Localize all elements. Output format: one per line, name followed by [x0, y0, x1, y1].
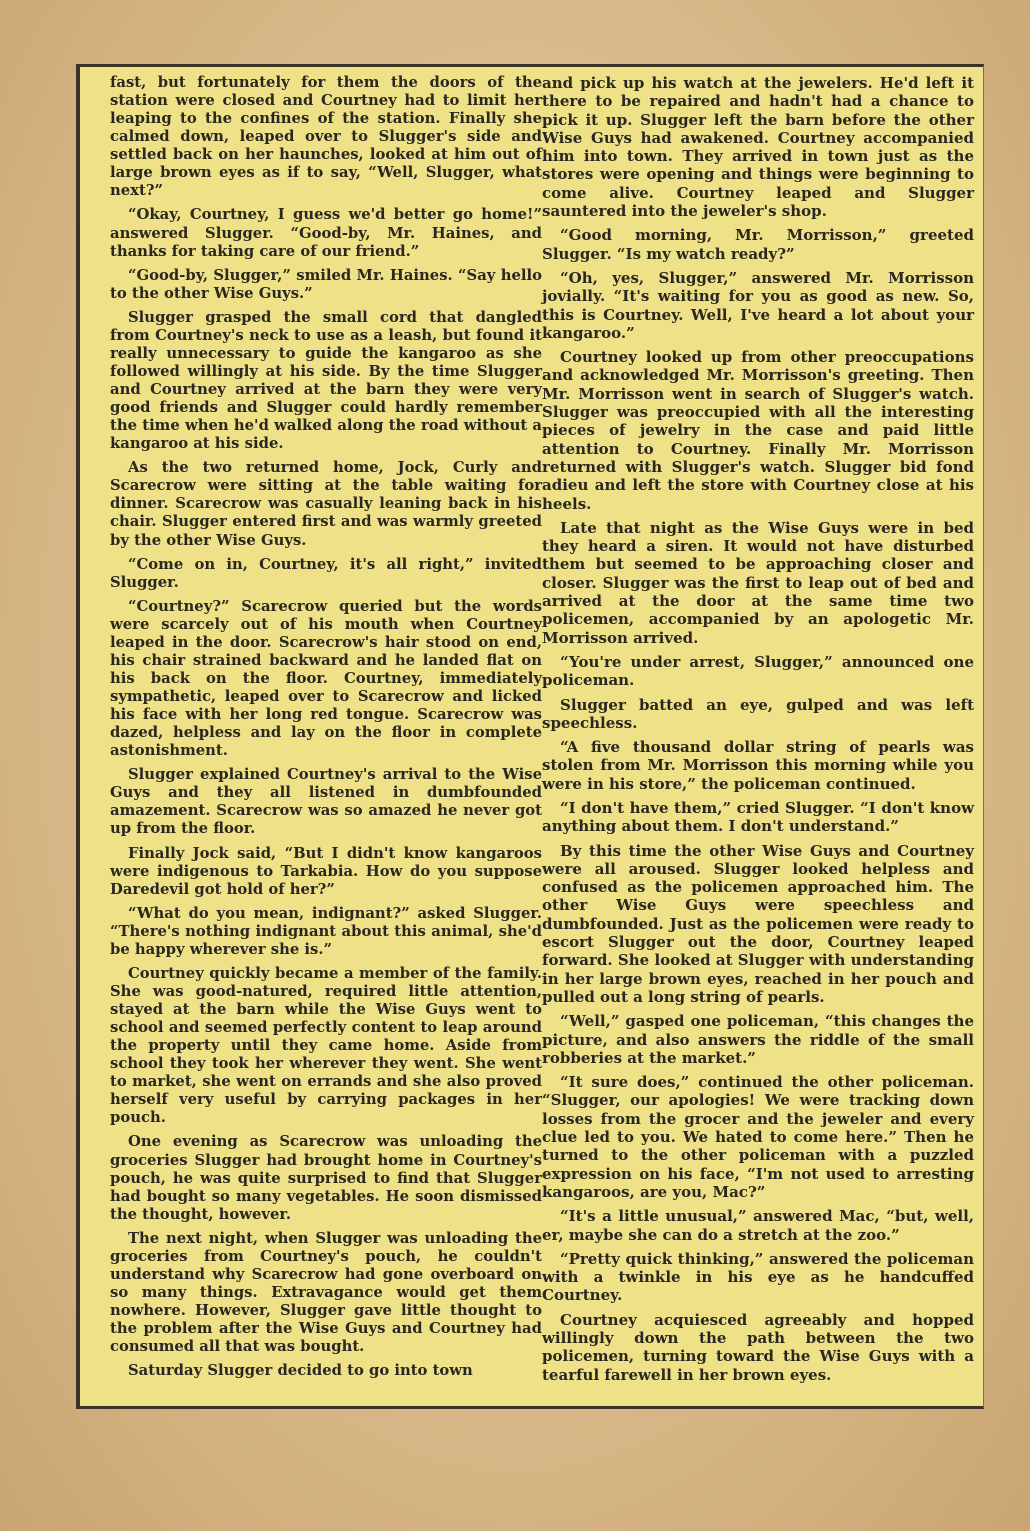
story-text-panel: [76, 64, 984, 1409]
paragraph: Saturday Slugger decided to go into town: [128, 1362, 473, 1380]
paragraph: fast, but fortunately for them the doors of the station were closed and Courtney had to limit her leaping to the confines of the station. Finally she calmed down, leaped over to Slugger's side and settled back on her haunches, looked at him out of large brown eyes as if to say, “Well, Slugger, what next?”: [110, 74, 542, 200]
paragraph: “Oh, yes, Slugger,” answered Mr. Morrisson jovially. “It's waiting for you as good as new. So, this is Courtney. Well, I've heard a lot about your kangaroo.”: [542, 268, 974, 342]
paragraph: “Good-by, Slugger,” smiled Mr. Haines. “Say hello to the other Wise Guys.”: [110, 266, 542, 302]
paragraph: and pick up his watch at the jewelers. He'd left it there to be repaired and hadn't had a chance to pick it up. Slugger left the barn before the other Wise Guys had awakened. Courtney accompanied him into town. They arrived in town just as the stores were opening and things were beginning to come alive. Courtney leaped and Slugger sauntered into the jeweler's shop.: [542, 74, 974, 221]
paragraph: Courtney acquiesced agreeably and hopped willingly down the path between the two policemen, turning toward the Wise Guys with a tearful farewell in her brown eyes.: [542, 1310, 974, 1384]
paragraph: As the two returned home, Jock, Curly and Scarecrow were sitting at the table waiting for dinner. Scarecrow was casually leaning back in his chair. Slugger entered first and was warmly greeted by the other Wise Guys.: [110, 459, 542, 549]
paragraph: “Courtney?” Scarecrow queried but the words were scarcely out of his mouth when Courtney leaped in the door. Scarecrow's hair stood on end, his chair strained backward and he landed flat on his back on the floor. Courtney, immediately sympathetic, leaped over to Scarecrow and licked his face with her long red tongue. Scarecrow was dazed, helpless and lay on the floor in complete astonishment.: [110, 597, 542, 760]
paragraph: “What do you mean, indignant?” asked Slugger. “There's nothing indignant about this animal, she'd be happy wherever she is.”: [110, 904, 542, 958]
paragraph: One evening as Scarecrow was unloading the groceries Slugger had brought home in Courtney's pouch, he was quite surprised to find that Slugger had bought so many vegetables. He soon dismissed the thought, however.: [110, 1133, 542, 1223]
right-text-column: [542, 74, 974, 1390]
paragraph: By this time the other Wise Guys and Courtney were all aroused. Slugger looked helpless and confused as the policemen approached him. The other Wise Guys were speechless and dumbfounded. Just as the policemen were ready to escort Slugger out the door, Courtney leaped forward. She looked at Slugger with understanding in her large brown eyes, reached in her pouch and pulled out a long string of pearls.: [542, 841, 974, 1006]
paragraph: “Well,” gasped one policeman, “this changes the picture, and also answers the riddle of the small robberies at the market.”: [542, 1012, 974, 1067]
paragraph: “Good morning, Mr. Morrisson,” greeted Slugger. “Is my watch ready?”: [542, 226, 974, 263]
paragraph: “Come on in, Courtney, it's all right,” invited Slugger.: [110, 555, 542, 591]
paragraph: Finally Jock said, “But I didn't know kangaroos were indigenous to Tarkabia. How do you suppose Daredevil got hold of her?”: [110, 844, 542, 898]
paragraph: “A five thousand dollar string of pearls was stolen from Mr. Morrisson this morning while you were in his store,” the policeman continued.: [542, 738, 974, 793]
paragraph: Courtney looked up from other preoccupations and acknowledged Mr. Morrisson's greeting. Then Mr. Morrisson went in search of Slugger's watch. Slugger was preoccupied with all the interesting pieces of jewelry in the case and paid little attention to Courtney. Finally Mr. Morrisson returned with Slugger's watch. Slugger bid fond adieu and left the store with Courtney close at his heels.: [542, 348, 974, 513]
paragraph: The next night, when Slugger was unloading the groceries from Courtney's pouch, he couldn't understand why Scarecrow had gone overboard on so many things. Extravagance would get them nowhere. However, Slugger gave little thought to the problem after the Wise Guys and Courtney had consumed all that was bought.: [110, 1229, 542, 1356]
paragraph: Slugger grasped the small cord that dangled from Courtney's neck to use as a leash, but found it really unnecessary to guide the kangaroo as she followed willingly at his side. By the time Slugger and Courtney arrived at the barn they were very good friends and Slugger could hardly remember the time when he'd walked along the road without a kangaroo at his side.: [110, 308, 542, 453]
paragraph: Late that night as the Wise Guys were in bed they heard a siren. It would not have disturbed them but seemed to be approaching closer and closer. Slugger was the first to leap out of bed and arrived at the door at the same time two policemen, accompanied by an apologetic Mr. Morrisson arrived.: [542, 518, 974, 647]
paragraph: “Okay, Courtney, I guess we'd better go home!” answered Slugger. “Good-by, Mr. Haines, and thanks for taking care of our friend.”: [110, 206, 542, 260]
paragraph: Slugger explained Courtney's arrival to the Wise Guys and they all listened in dumbfounded amazement. Scarecrow was so amazed he never got up from the floor.: [110, 766, 542, 838]
paragraph: Slugger batted an eye, gulped and was left speechless.: [542, 695, 974, 732]
left-text-column: [110, 74, 542, 1386]
paragraph: “You're under arrest, Slugger,” announced one policeman.: [542, 652, 974, 690]
paragraph: Courtney quickly became a member of the family. She was good-natured, required little attention, stayed at the barn while the Wise Guys went to school and seemed perfectly content to leap around the property until they came home. Aside from school they took her wherever they went. She went to market, she went on errands and she also proved herself very useful by carrying packages in her pouch.: [110, 964, 542, 1127]
paragraph: “It's a little unusual,” answered Mac, “but, well, er, maybe she can do a stretch at the zoo.”: [542, 1207, 974, 1244]
paragraph: “It sure does,” continued the other policeman. “Slugger, our apologies! We were tracking down losses from the grocer and the jeweler and every clue led to you. We hated to come here.” Then he turned to the other policeman with a puzzled expression on his face, “I'm not used to arresting kangaroos, are you, Mac?”: [542, 1073, 974, 1201]
paragraph: “I don't have them,” cried Slugger. “I don't know anything about them. I don't understand.”: [542, 798, 974, 836]
paragraph: “Pretty quick thinking,” answered the policeman with a twinkle in his eye as he handcuffed Courtney.: [542, 1249, 974, 1305]
